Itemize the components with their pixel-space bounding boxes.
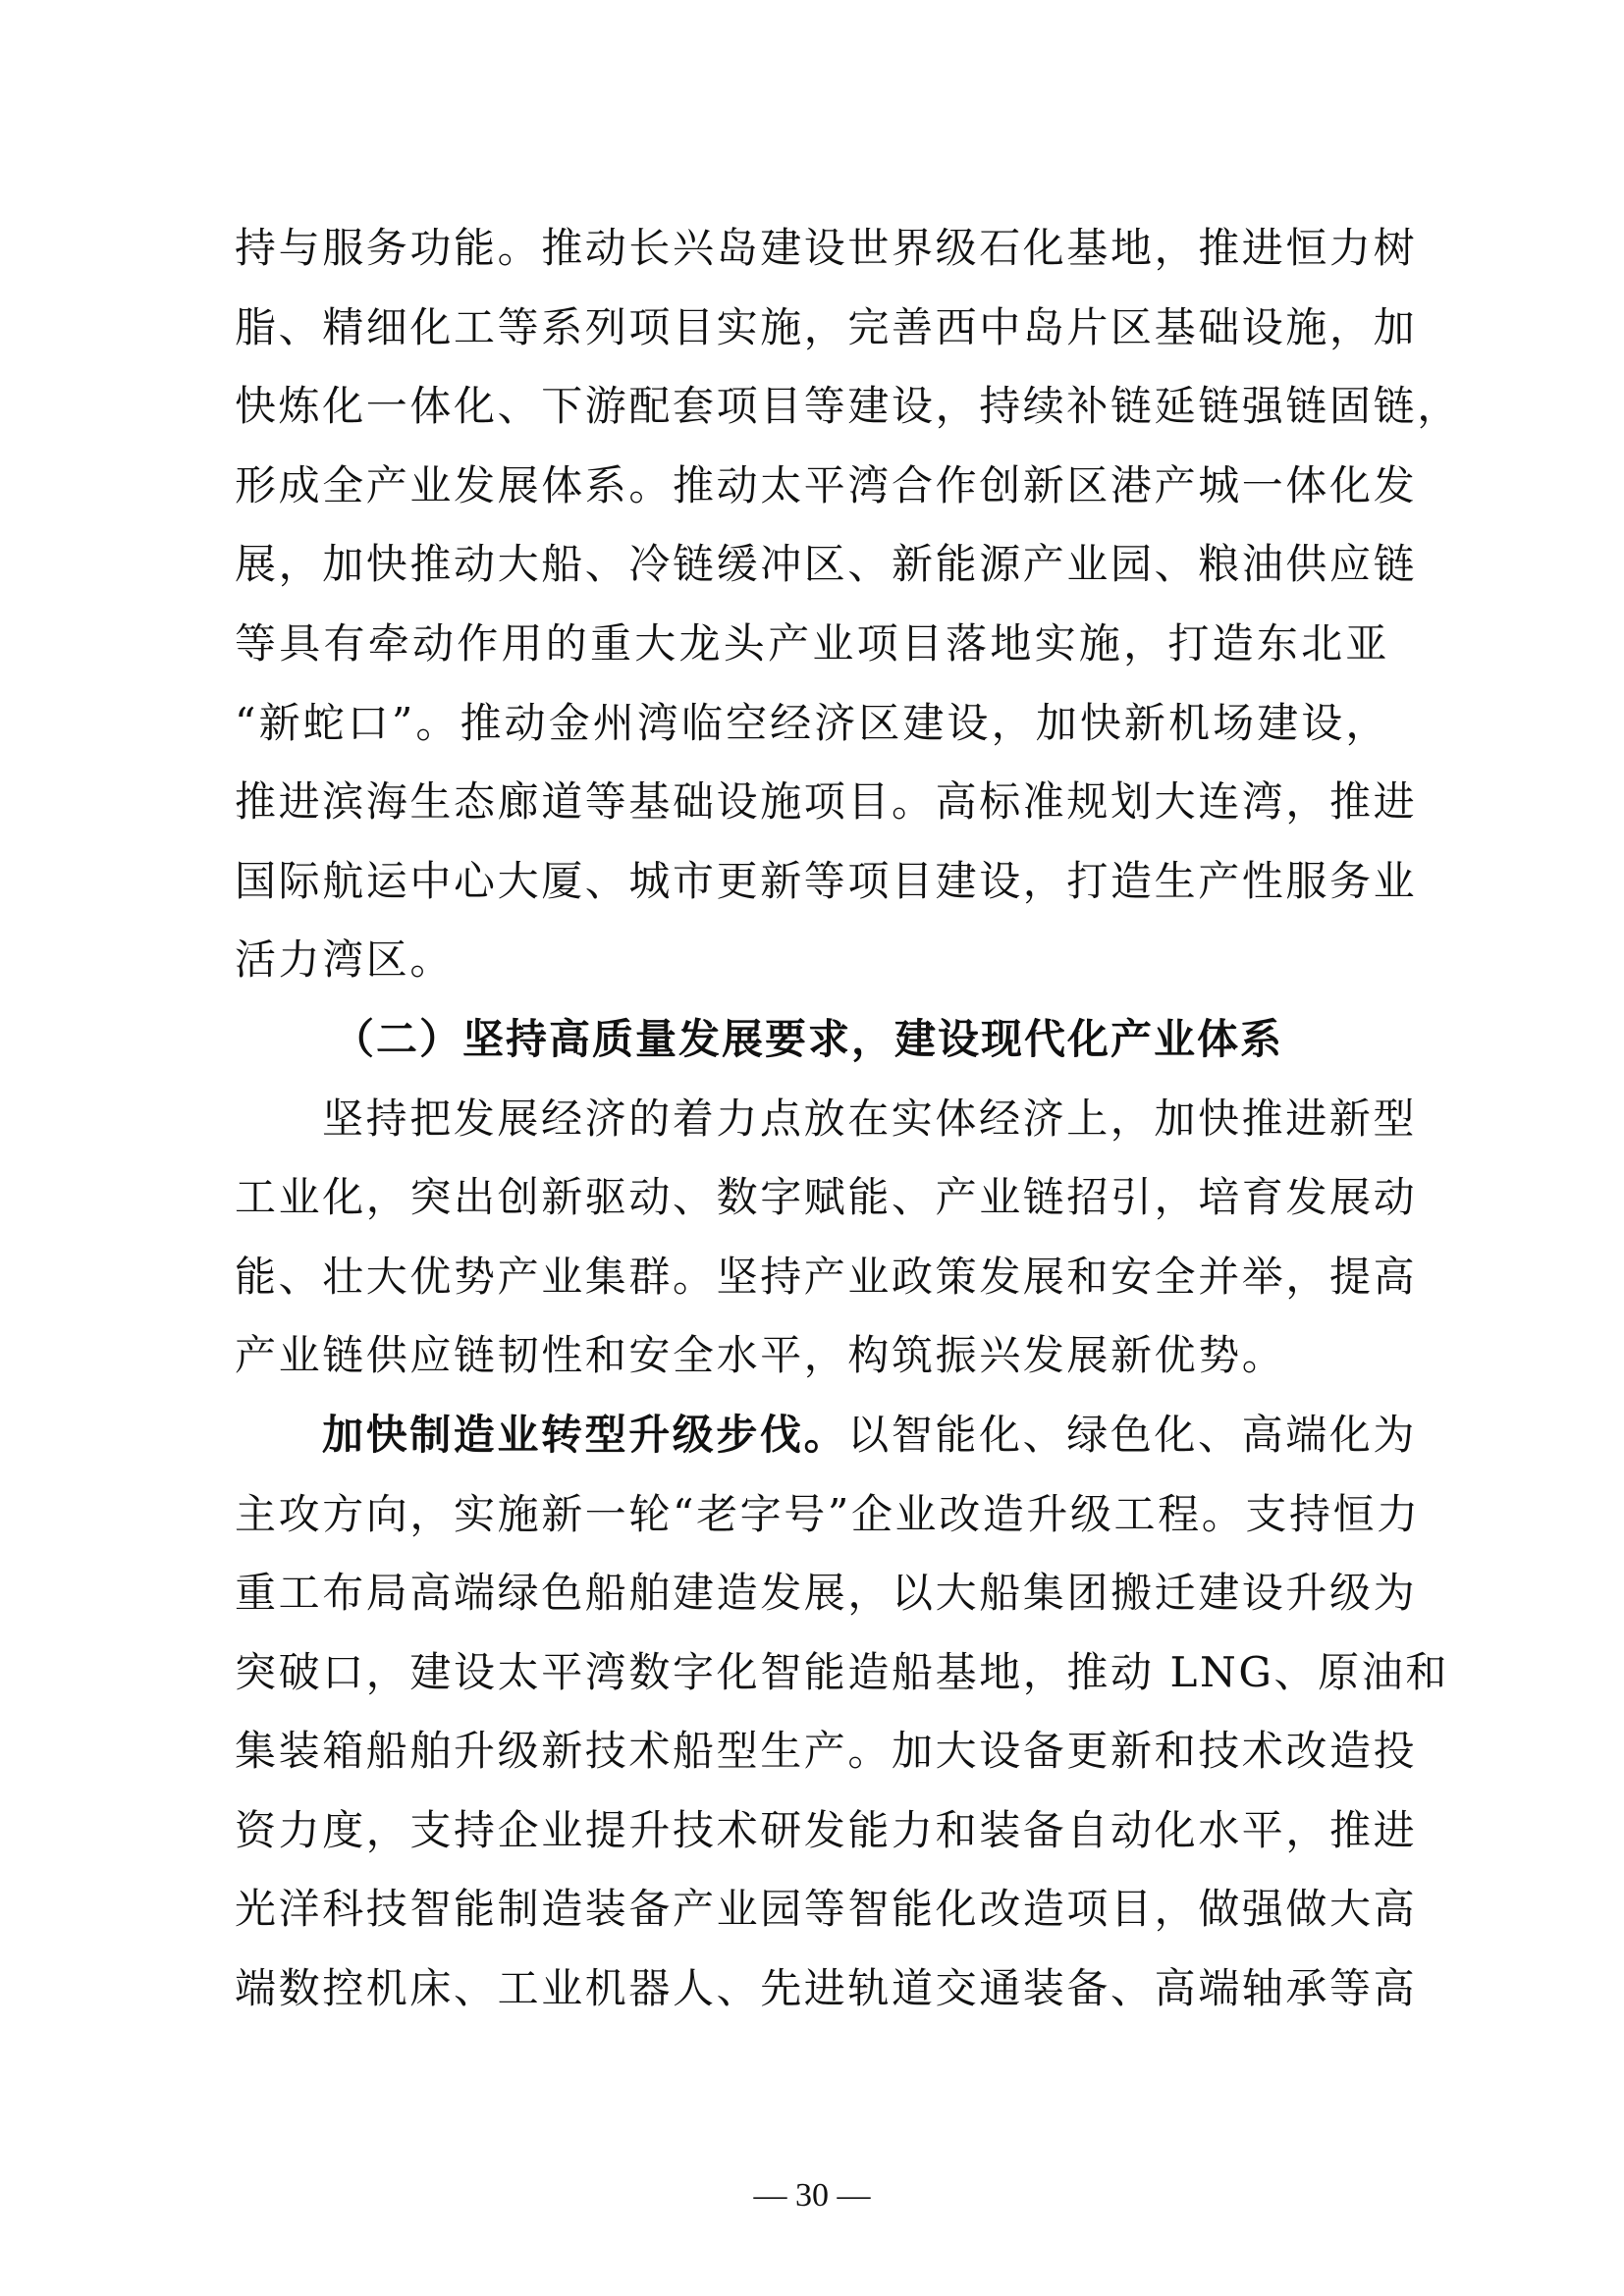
text-line: 光洋科技智能制造装备产业园等智能化改造项目，做强做大高 xyxy=(235,1885,1418,1934)
text-line: 持与服务功能。推动长兴岛建设世界级石化基地，推进恒力树 xyxy=(235,224,1418,272)
body-text xyxy=(235,209,1461,2029)
text-line: 能、壮大优势产业集群。坚持产业政策发展和安全并举，提高 xyxy=(235,1252,1418,1301)
page-number: — 30 — xyxy=(753,2177,871,2214)
text-line: 主攻方向，实施新一轮“老字号”企业改造升级工程。支持恒力 xyxy=(235,1489,1421,1538)
text-line: 重工布局高端绿色船舶建造发展，以大船集团搬迁建设升级为 xyxy=(235,1569,1418,1618)
text-line: 等具有牵动作用的重大龙头产业项目落地实施，打造东北亚 xyxy=(235,618,1389,667)
text-line: 活力湾区。 xyxy=(235,935,455,985)
section-heading: （二）坚持高质量发展要求，建设现代化产业体系 xyxy=(333,1014,1284,1063)
text-line: 推进滨海生态廊道等基础设施项目。高标准规划大连湾，推进 xyxy=(235,777,1418,827)
text-run: 以智能化、绿色化、高端化为 xyxy=(847,1410,1418,1459)
text-line: 集装箱船舶升级新技术船型生产。加大设备更新和技术改造投 xyxy=(235,1727,1418,1776)
text-line: 脂、精细化工等系列项目实施，完善西中岛片区基础设施，加 xyxy=(235,302,1418,351)
text-line: 坚持把发展经济的着力点放在实体经济上，加快推进新型 xyxy=(322,1094,1418,1143)
text-line: 工业化，突出创新驱动、数字赋能、产业链招引，培育发展动 xyxy=(235,1173,1418,1222)
text-line: 国际航运中心大厦、城市更新等项目建设，打造生产性服务业 xyxy=(235,856,1418,905)
text-line: 资力度，支持企业提升技术研发能力和装备自动化水平，推进 xyxy=(235,1805,1418,1854)
text-line: 产业链供应链韧性和安全水平，构筑振兴发展新优势。 xyxy=(235,1331,1286,1380)
bold-lead-sentence: 加快制造业转型升级步伐。 xyxy=(322,1410,848,1459)
text-line: 端数控机床、工业机器人、先进轨道交通装备、高端轴承等高 xyxy=(235,1964,1418,2013)
text-line: 形成全产业发展体系。推动太平湾合作创新区港产城一体化发 xyxy=(235,460,1418,509)
text-line: 突破口，建设太平湾数字化智能造船基地，推动 LNG、原油和 xyxy=(235,1647,1449,1696)
text-line: “新蛇口”。推动金州湾临空经济区建设，加快新机场建设， xyxy=(235,698,1389,747)
text-line xyxy=(235,1396,1418,1475)
text-line: 快炼化一体化、下游配套项目等建设，持续补链延链强链固链， xyxy=(235,382,1461,431)
text-line: 展，加快推动大船、冷链缓冲区、新能源产业园、粮油供应链 xyxy=(235,540,1418,589)
